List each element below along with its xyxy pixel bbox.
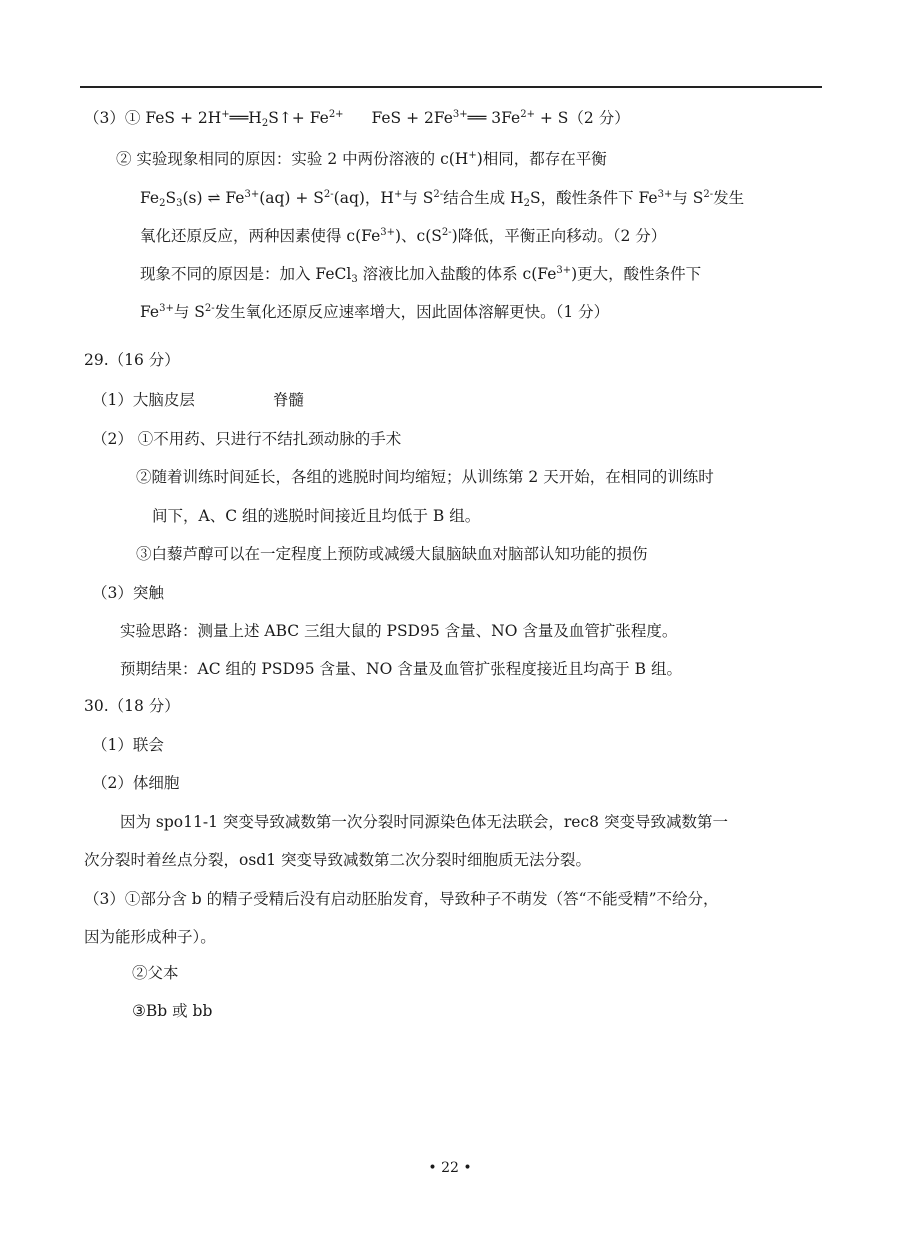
q29-part1: （1）大脑皮层 脊髓 xyxy=(92,391,304,409)
q30-header: 30.（18 分） xyxy=(84,697,180,715)
q29-part2-d: ③白藜芦醇可以在一定程度上预防或减缓大鼠脑缺血对脑部认知功能的损伤 xyxy=(136,545,648,563)
page-number: • 22 • xyxy=(428,1160,472,1176)
q30-part3-c: ②父本 xyxy=(132,964,179,982)
q29-part2-b: ②随着训练时间延长，各组的逃脱时间均缩短；从训练第 2 天开始，在相同的训练时 xyxy=(136,468,714,486)
q29-part2-a: （2） ①不用药、只进行不结扎颈动脉的手术 xyxy=(92,430,402,448)
q28-reason-diff-line: 现象不同的原因是：加入 FeCl$_3$ 溶液比加入盐酸的体系 $c(Fe^{3+})$更大，酸性条件下 xyxy=(140,265,702,285)
q29-header: 29.（16 分） xyxy=(84,351,180,369)
q29-part3-a: （3）突触 xyxy=(92,584,164,602)
q29-part3-b: 实验思路：测量上述 ABC 三组大鼠的 PSD95 含量、NO 含量及血管扩张程度。 xyxy=(120,622,678,640)
q28-redox-line: 氧化还原反应，两种因素使得 $c(Fe^{3+})$、$c(S^{2-})$降低，平衡正向移动。（2 分） xyxy=(140,227,667,245)
q28-equations-line: （3）① FeS + $2H^+══H_2S↑+ Fe^{2+}$ FeS + $2Fe^{3+}══$ $3Fe^{2+} + S(2$ 分） xyxy=(84,109,630,129)
q30-part3-d: ③Bb 或 bb xyxy=(132,1002,213,1020)
q30-part2-b: 因为 spo11-1 突变导致减数第一次分裂时同源染色体无法联会，rec8 突变导致减数第一 xyxy=(120,813,728,831)
q30-part3-a: （3）①部分含 b 的精子受精后没有启动胚胎发育，导致种子不萌发（答“不能受精”不给分， xyxy=(84,890,719,908)
q29-part2-c: 间下，A、C 组的逃脱时间接近且均低于 B 组。 xyxy=(152,507,481,525)
header-rule xyxy=(80,86,822,88)
q29-part3-c: 预期结果：AC 组的 PSD95 含量、NO 含量及血管扩张程度接近且均高于 B 组。 xyxy=(120,660,682,678)
q28-rate-line: $Fe^{3+}$与 $S^{2-}$发生氧化还原反应速率增大，因此固体溶解更快。（1 分） xyxy=(140,303,610,321)
q28-reason-same-line: ② 实验现象相同的原因：实验 2 中两份溶液的 c(H+)相同，都存在平衡 xyxy=(116,150,607,168)
q30-part3-b: 因为能形成种子）。 xyxy=(84,928,216,946)
q28-equilibrium-line: $Fe_2S_3(s)$ ⇌ $Fe^{3+}(aq) + S^{2-}(aq)$，H+与 $S^{2-}$结合生成 $H_2S$，酸性条件下 $Fe^{3+}$与 $S^{2-}$发生 xyxy=(140,189,745,209)
q30-part1: （1）联会 xyxy=(92,736,164,754)
q30-part2-c: 次分裂时着丝点分裂，osd1 突变导致减数第二次分裂时细胞质无法分裂。 xyxy=(84,851,591,869)
q30-part2: （2）体细胞 xyxy=(92,774,180,792)
